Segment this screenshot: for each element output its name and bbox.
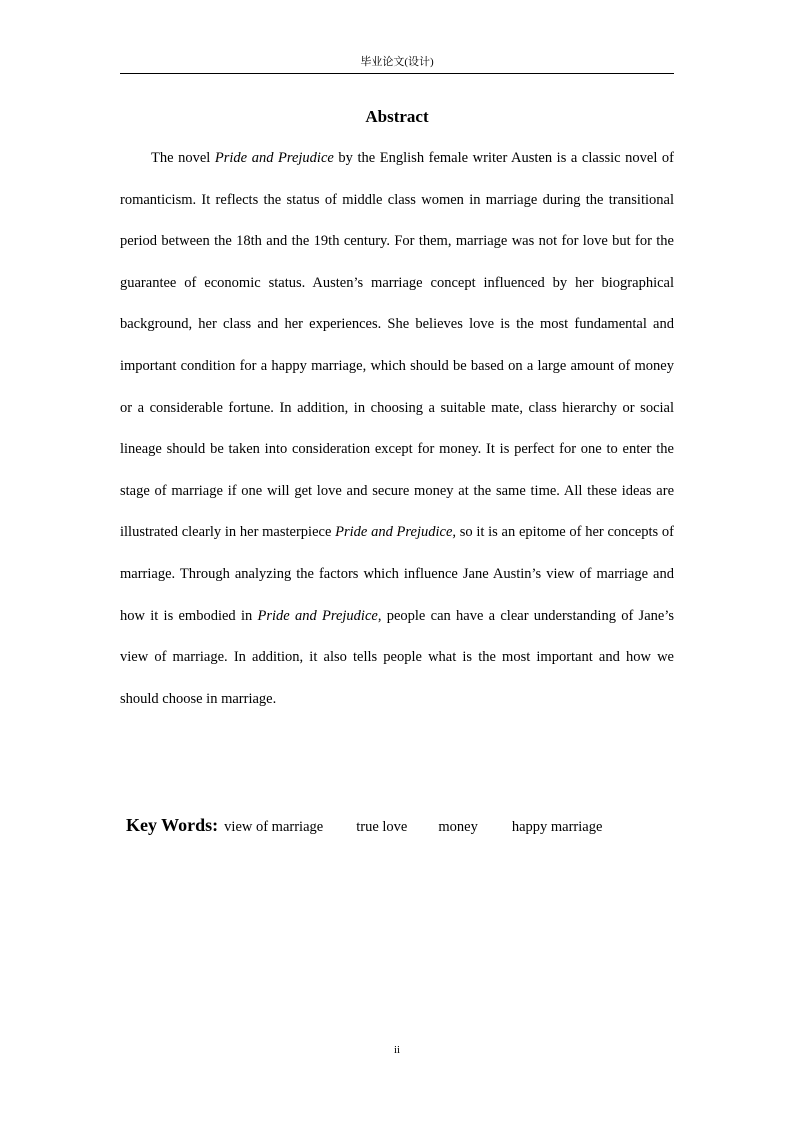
book-title-italic: Pride and Prejudice [214,150,334,166]
keyword-term: true love [356,819,408,835]
keyword-term: happy marriage [511,819,603,835]
abstract-text: The novel [151,150,215,166]
page-header: 毕业论文(设计) [360,56,434,68]
abstract-text: by the English female writer Austen is a classic novel of romanticism. It reflects the status of middle class women in marriage during the transitional period between the 18th and the 19th century. For them, marriage was not for love but for the guarantee of economic status. Austen’s marriage concept influenced by her biographical background, her class and her experiences. She believes love is the most fundamental and important condition for a happy marriage, which should be based on a large amount of money or a considerable fortune. In addition, in choosing a suitable mate, class hierarchy or social lineage should be taken into consideration except for money. It is perfect for one to enter the stage of marriage if one will get love and secure money at the same time. All these ideas are illustrated clearly in her masterpiece [120,150,675,541]
book-title-italic: Pride and Prejudice [257,607,378,624]
keyword-term: view of marriage [224,819,324,835]
keywords-line [126,812,686,840]
page-number: ii [393,1044,401,1056]
book-title-italic: Pride and Prejudice, [335,524,457,541]
header-divider [120,73,674,74]
abstract-text: so it is an epitome of her concepts of marriage. Through analyzing the factors which influence Jane Austin’s view of marriage and how it is embodied in [120,524,675,624]
abstract-paragraph [120,138,674,720]
keywords-label: Key Words: [126,815,219,835]
abstract-title: Abstract [365,107,429,126]
keyword-term: money [438,819,478,835]
abstract-text: , people can have a clear understanding of Jane’s view of marriage. In addition, it also tells people what is the most important and how we should choose in marriage. [120,607,674,707]
